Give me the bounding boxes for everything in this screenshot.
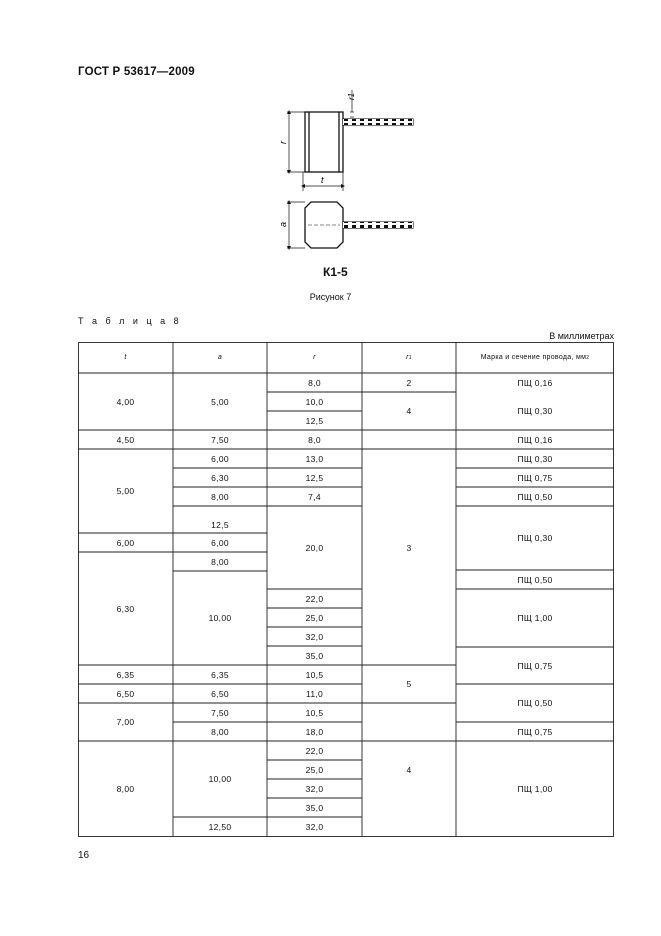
figure-caption: Рисунок 7 — [309, 292, 352, 302]
cell-r: 10,5 — [305, 669, 324, 680]
cell-r: 35,0 — [305, 650, 324, 661]
cell-a: 12,50 — [208, 822, 232, 832]
cell-wire: ПЩ 0,75 — [517, 660, 553, 671]
cell-r: 25,0 — [305, 764, 324, 775]
cell-wire: ПЩ 0,30 — [517, 453, 553, 464]
header-r1-subscript: 1 — [408, 354, 412, 361]
cell-wire: ПЩ 0,75 — [517, 726, 553, 737]
cell-t: 7,00 — [116, 717, 135, 727]
cell-t: 6,30 — [116, 603, 135, 614]
cell-wire: ПЩ 0,16 — [517, 434, 553, 445]
page-number: 16 — [78, 850, 90, 861]
cell-wire: ПЩ 1,00 — [517, 613, 553, 623]
cell-r: 25,0 — [305, 612, 324, 623]
cell-r1: 4 — [406, 765, 412, 775]
header-r1 — [362, 342, 456, 373]
cell-r: 7,4 — [308, 491, 321, 502]
cell-r: 18,0 — [305, 726, 324, 737]
cell-r1: 5 — [406, 679, 412, 689]
cell-r: 8,0 — [308, 434, 321, 445]
cell-r1: 4 — [406, 406, 412, 416]
cell-a: 6,35 — [211, 669, 229, 680]
cell-r: 20,0 — [305, 542, 324, 553]
cell-t: 6,00 — [116, 537, 135, 548]
cell-wire: ПЩ 0,50 — [517, 574, 553, 585]
cell-a: 10,00 — [208, 613, 232, 623]
cell-wire: ПЩ 0,50 — [517, 698, 553, 708]
cell-r: 12,5 — [305, 472, 324, 483]
cell-r: 11,0 — [305, 688, 324, 699]
cell-a: 7,50 — [211, 434, 229, 445]
cell-r: 32,0 — [305, 631, 324, 642]
header-r1-symbol: r — [406, 354, 409, 361]
cell-t: 6,35 — [116, 669, 135, 680]
cell-wire: ПЩ 1,00 — [517, 784, 553, 794]
cell-wire: ПЩ 0,16 — [517, 377, 553, 388]
dimension-label-r: r — [278, 141, 288, 144]
cell-t: 6,50 — [116, 688, 135, 699]
cell-a: 6,30 — [211, 472, 229, 483]
cell-wire: ПЩ 0,30 — [517, 533, 553, 543]
table-caption: Т а б л и ц а 8 — [78, 316, 182, 326]
cell-a: 8,00 — [211, 556, 229, 567]
header-wire-sup: 2 — [586, 354, 590, 361]
cell-r: 12,5 — [305, 415, 324, 426]
cell-a: 8,00 — [211, 726, 229, 737]
top-view — [287, 90, 413, 191]
side-view — [287, 200, 413, 250]
capacitor-drawing — [270, 86, 420, 261]
cell-t: 5,00 — [116, 486, 135, 496]
table-units: В миллиметрах — [549, 331, 614, 341]
cell-a: 7,50 — [211, 707, 229, 718]
cell-t: 4,50 — [116, 434, 135, 445]
cell-wire: ПЩ 0,30 — [517, 406, 553, 416]
header-r: r — [313, 354, 316, 361]
cell-a: 8,00 — [211, 491, 229, 502]
dimension-label-a: a — [278, 221, 288, 227]
cell-r: 13,0 — [305, 453, 324, 464]
cell-r1: 2 — [406, 377, 412, 388]
cell-t: 8,00 — [116, 784, 135, 794]
dimensions-table — [78, 342, 614, 837]
cell-r1: 3 — [406, 542, 412, 553]
dimension-label-t: t — [321, 175, 324, 185]
cell-r: 22,0 — [305, 593, 324, 604]
cell-r: 10,0 — [305, 396, 324, 407]
cell-r: 35,0 — [305, 802, 324, 813]
cell-r: 22,0 — [305, 745, 324, 756]
header-wire — [456, 342, 614, 373]
cell-wire: ПЩ 0,50 — [517, 491, 553, 502]
document-header: ГОСТ Р 53617—2009 — [78, 66, 195, 78]
cell-t: 4,00 — [116, 396, 135, 407]
cell-r: 32,0 — [305, 783, 324, 794]
cell-a: 6,50 — [211, 688, 229, 699]
figure-code: К1-5 — [323, 265, 348, 279]
cell-r: 10,5 — [305, 707, 324, 718]
dimension-label-r1: r1 — [347, 92, 356, 100]
cell-a: 12,5 — [211, 519, 229, 530]
cell-a: 6,00 — [211, 453, 229, 464]
cell-a: 5,00 — [211, 396, 229, 407]
header-t: t — [124, 354, 127, 361]
cell-a: 10,00 — [208, 774, 232, 784]
cell-r: 8,0 — [308, 377, 321, 388]
cell-r: 32,0 — [305, 822, 324, 832]
header-a: a — [217, 354, 223, 361]
cell-wire: ПЩ 0,75 — [517, 472, 553, 483]
cell-a: 6,00 — [211, 537, 229, 548]
header-wire-text: Марка и сечение провода, мм — [480, 354, 587, 361]
